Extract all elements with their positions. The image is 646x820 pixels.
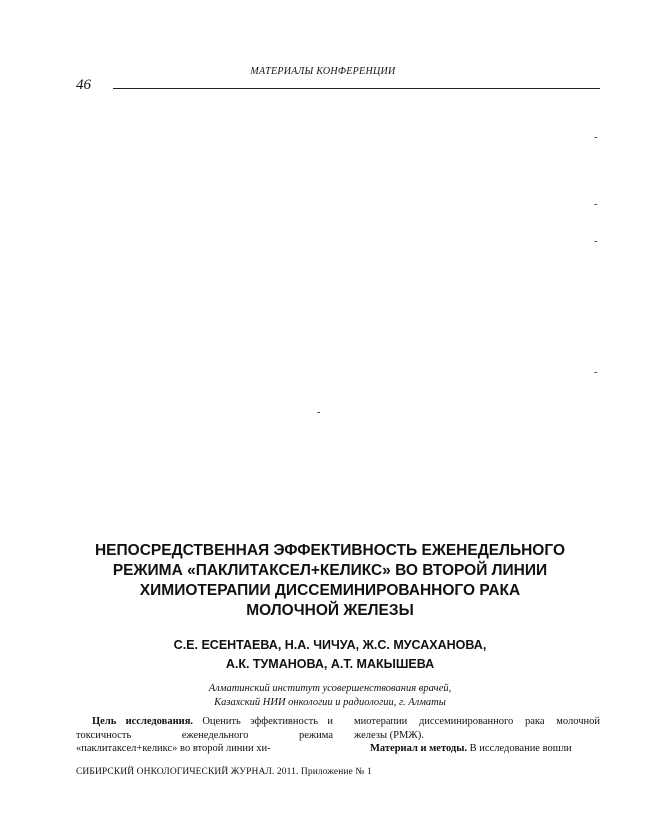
methods-paragraph — [354, 742, 600, 756]
methods-heading: Материал и методы. — [370, 743, 468, 754]
authors-line: А.К. ТУМАНОВА, А.Т. МАКЫШЕВА — [225, 657, 435, 671]
aim-text: Оценить эффективность и токсичность еженедельного режима «паклитаксел+келикс» во второй линии хи- — [76, 716, 333, 754]
aim-paragraph — [76, 715, 333, 756]
page-number: 46 — [76, 77, 91, 93]
title-line: МОЛОЧНОЙ ЖЕЛЕЗЫ — [246, 602, 414, 619]
affiliation — [70, 682, 590, 710]
stray-mark: - — [594, 367, 598, 378]
stray-mark: - — [594, 236, 598, 247]
title-line: РЕЖИМА «ПАКЛИТАКСЕЛ+КЕЛИКС» ВО ВТОРОЙ ЛИНИИ — [112, 562, 548, 579]
header-rule — [113, 88, 600, 89]
title-line: ХИМИОТЕРАПИИ ДИССЕМИНИРОВАННОГО РАКА — [139, 582, 521, 599]
right-column — [354, 715, 600, 756]
authors — [70, 636, 590, 674]
article-title — [70, 541, 590, 621]
stray-mark: - — [594, 132, 598, 143]
running-head: МАТЕРИАЛЫ КОНФЕРЕНЦИИ — [250, 66, 396, 77]
methods-text: В исследование вошли — [467, 743, 572, 754]
journal-footer: СИБИРСКИЙ ОНКОЛОГИЧЕСКИЙ ЖУРНАЛ. 2011. Приложение № 1 — [76, 767, 372, 777]
left-column — [76, 715, 333, 756]
affiliation-line: Казахский НИИ онкологии и радиологии, г. Алматы — [214, 697, 446, 708]
aim-heading: Цель исследования. — [92, 716, 193, 727]
authors-line: С.Е. ЕСЕНТАЕВА, Н.А. ЧИЧУА, Ж.С. МУСАХАНОВА, — [173, 638, 487, 652]
stray-mark: - — [594, 199, 598, 210]
affiliation-line: Алматинский институт усовершенствования врачей, — [208, 683, 452, 694]
continuation-paragraph: миотерапии диссеминированного рака молочной железы (РМЖ). — [354, 716, 600, 741]
stray-mark: - — [317, 407, 321, 418]
title-line: НЕПОСРЕДСТВЕННАЯ ЭФФЕКТИВНОСТЬ ЕЖЕНЕДЕЛЬНОГО — [94, 542, 566, 559]
